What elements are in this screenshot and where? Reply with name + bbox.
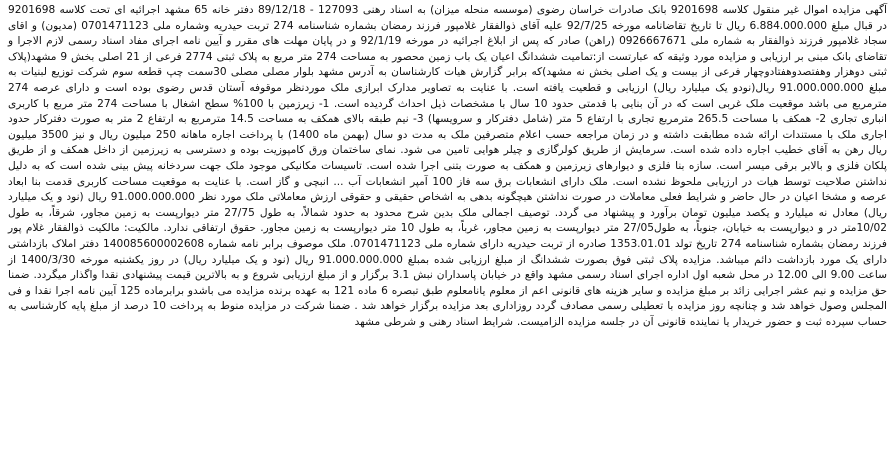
notice-body-text: آگهی مزایده اموال غیر منقول کلاسه 9201698 بانک صادرات خراسان رضوی (موسسه منحله میزان) به اسناد رهنی 127093 - 89/12/18 دفتر خانه 65 مشهد اجرائیه ای تحت کلاسه 9201698 در قبال مبلغ 6.884.000.000 ریال تا تاریخ تقاضانامه مورخه 92/7/25 علیه آقای ذوالفقار غلامپور فرزند رمضان بشماره شناسنامه 274 تربت حیدریه وشماره ملی 0701471123 (مدیون) و اقای سجاد غلامپور فرزند ذوالفقار به شماره ملی 0926667671 (راهن) صادر که پس از ابلاغ اجرائیه در مورخه 92/1/19 و در پایان مهلت های مقرر و آیین نامه اجرای مفاد اسناد رسمی لازم الاجرا و تقاضای بانک مبنی بر ارزیابی و مزایده مورد وثیقه که عبارتست از:تمامیت ششدانگ اعیان یک باب زمین محصور به مساحت 274 متر مربع به پلاک ثبتی 2774 فرعی از 21 اصلی بخش 9 مشهد(پلاک ثبتی دوهزار وهفتصدوهفتادوچهار فرعی از بیست و یک اصلی بخش نه مشهد)که برابر گزارش هیات کارشناسان به آدرس مشهد بلوار مصلی مصلی 30سمت چپ قطعه سوم شرکت توزیع لبنیات به مبلغ 91.000.000.000 ریال(نودو یک میلیارد ریال) ارزیابی و قطعیت یافته است. با عنایت به تصاویر مدارک ابرازی ملک موردنظر موقوفه آستان قدس رضوی بوده است و دارای عرصه 274 مترمربع می باشد موقعیت ملک غربی است که در آن بنایی با قدمتی حدود 10 سال با مشخصات ذیل احداث گردیده است. 1- زیرزمین با 100% سطح اشغال با مساحت 274 متر مربع با کاربری انباری تجاری 2- همکف با مساحت 265.5 مترمربع تجاری با ارتفاع 5 متر (شامل دفترکار و سرویسها) 3- نیم طبقه بالای همکف به مساحت 14.5 مترمربع به ارتفاع 2 متر به صورت دفترکار حدود اجاری ملک با مستندات ارائه شده مطابقت داشته و در زمان مراجعه حسب اعلام متصرفین ملک به مدت دو سال (بهمن ماه 1400) با پرداخت اجاره ماهانه 250 میلیون ریال و نیز 3500 میلیون ریال رهن به آقای خطیب اجاره داده شده است. سرمایش از طریق کولرگازی و چیلر هوایی تامین می شود. نمای ساختمان ورق کامپوزیت بوده و دسترسی به زیرزمین از داخل همکف و از طریق پلکان فلزی و بالابر برقی میسر است. سازه بنا فلزی و دیوارهای زیرزمین و همکف به صورت بتنی اجرا شده است. تاسیسات مکانیکی موجود ملک جهت سردخانه پیش بینی شده است که به دلیل نداشتن صلاحیت توسط هیات در ارزیابی ملحوظ نشده است. ملک دارای انشعابات برق سه فاز 100 آمپر انشعابات آب ... انبچی و گاز است. با عنایت به موقعیت مساحت کاربری قدمت بنا ابعاد عرصه و مشخا اعیان در حال حاضر و شرایط فعلی معاملات در صورت نداشتن هیچگونه بدهی به اشخاص حقیقی و حقوقی ارزش معاملاتی ملک مورد نظر 91.000.000.000 ریال (نود و یک میلیارد ریال) معادل نه میلیارد و یکصد میلیون تومان برآورد و پیشنهاد می گردد. توصیف اجمالی ملک بدین شرح محدود به حدود شمالاً، به طول 27/75 متر دیوارپست به زمین مجاور، شرقاً، به طول 10/02متر در و دیوارپست به خیابان، جنوباً، به طول27/05 متر دیوارپست به زمین مجاور، غرباً، به طول 10 متر دیوارپست به زمین مجاور. حقوق ارتفاقی ندارد. مالکیت: مالکیت ذوالفقار غلام پور فرزند رمضان بشماره شناسنامه 274 تاریخ تولد 1353.01.01 صادره از تربت حیدریه دارای شماره ملی 0701471123. ملک موصوف برابر نامه شماره 140085600002608 دفتر املاک بازداشتی دارای یک مورد بازداشت دائم میباشد. مزایده پلاک ثبتی فوق بصورت ششدانگ از مبلغ ارزیابی شده بمبلغ 91.000.000.000 ریال (نود و یک میلیارد ریال) در روز یکشنبه مورخه 1400/3/30 از ساعت 9.00 الی 12.00 در محل شعبه اول اداره اجرای اسناد رسمی مشهد واقع در خیابان پاسداران نبش 3.1 برگزار و از مبلغ ارزیابی شروع و به بالاترین قیمت پیشنهادی نقدا واگذار میگردد. ضمنا حق مزایده و نیم عشر اجرایی زائد بر مبلغ مزایده و سایر هزینه های قانونی اعم از معلوم یانامعلوم طبق تبصره 6 ماده 121 به عهده برنده مزایده می باشدو برابرماده 125 آیین نامه اجرا نقدا و فی المجلس وصول خواهد شد و چنانچه روز مزایده با تعطیلی رسمی مصادف گردد روزاداری بعد مزایده برگزار خواهد شد . ضمنا شرکت در مزایده منوط به پرداخت 10 درصد از مبلغ پایه کارشناسی به حساب سپرده ثبت و حضور خریدار یا نماینده قانونی آن در جلسه مزایده الزامیست. شرایط اسناد رهنی و شرطی مشهد	[8, 4, 888, 328]
